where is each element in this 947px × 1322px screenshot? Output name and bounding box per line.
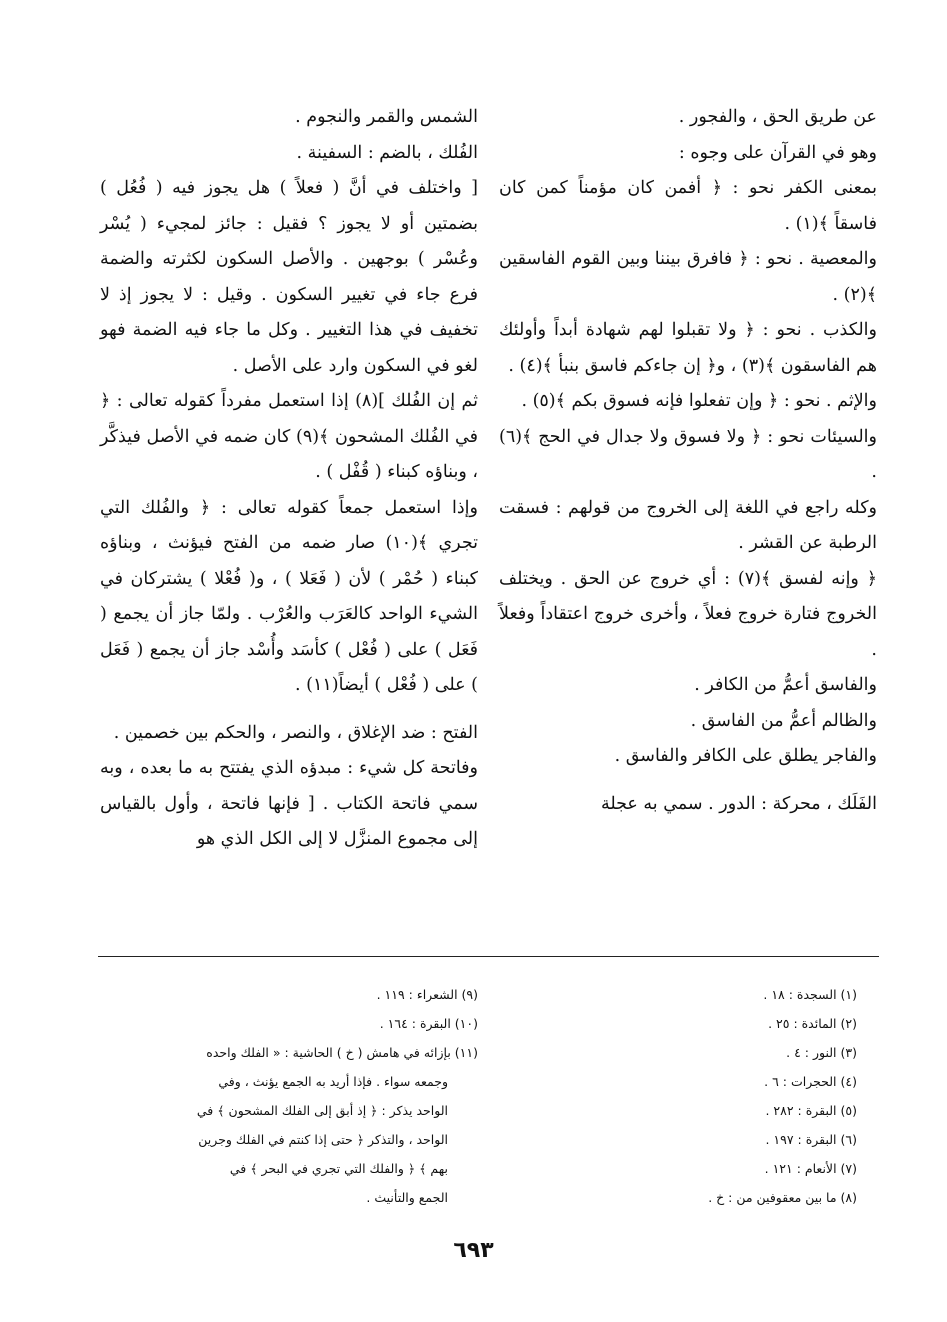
footnote: (١١) بإزائه في هامش ( خ ) الحاشية : « الفلك واحده	[206, 1045, 478, 1060]
footnote: (٧) الأنعام : ١٢١ .	[764, 1161, 857, 1176]
paragraph: وإذا استعمل جمعاً كقوله تعالى : ﴿ والفُلك التي تجري ﴾(١٠) صار ضمه من الفتح فيؤنث ، وبناؤه كبناء ( حُمْر ) لأن ( فَعَلا ) ، و( فُعْلا ) يشتركان في الشيء الواحد كالعَرَب والعُرْب . ولمّا جاز أن يجمع ( فَعَل ) على ( فُعْل ) كأسَد وأُسْد جاز أن يجمع ( فَعَل ) على ( فُعْل ) أيضاً(١١) .	[100, 497, 479, 695]
footnote: (٨) ما بين معقوفين من : خ .	[708, 1190, 857, 1205]
footnote: (١٠) البقرة : ١٦٤ .	[379, 1016, 478, 1031]
paragraph: ﴿ وإنه لفسق ﴾(٧) : أي خروج عن الحق . ويختلف الخروج فتارة خروج فعلاً ، وأخرى خروج اعتقاداً وفعلاً .	[499, 568, 877, 660]
footnote: (١) السجدة : ١٨ .	[763, 987, 857, 1002]
paragraph: والإثم . نحو : ﴿ وإن تفعلوا فإنه فسوق بكم ﴾(٥) .	[521, 391, 877, 411]
footnotes-right	[479, 980, 857, 1212]
paragraph: الفُلك ، بالضم : السفينة .	[296, 142, 478, 163]
footnote-continuation: الواحد ، والتذكر ﴿ حتى إذا كنتم في الفلك وجرين	[198, 1132, 448, 1147]
paragraph: وفاتحة كل شيء : مبدؤه الذي يفتتح به ما بعده ، وبه سمي فاتحة الكتاب . [ فإنها فاتحة ، وأول بالقياس إلى مجموع المنزَّل لا إلى الكل الذي هو	[100, 758, 478, 849]
paragraph: والكذب . نحو : ﴿ ولا تقبلوا لهم شهادة أبداً وأولئك هم الفاسقون ﴾(٣) ، و﴿ إن جاءكم فاسق بنبأ ﴾(٤) .	[499, 320, 877, 376]
footnote-continuation: بهم ﴾ ﴿ والفلك التي تجري في البحر ﴾ في	[229, 1161, 448, 1176]
page-number: ٦٩٣	[453, 1238, 494, 1263]
paragraph: والسيئات نحو : ﴿ ولا فسوق ولا جدال في الحج ﴾(٦) .	[499, 426, 877, 482]
right-text-column	[499, 100, 877, 822]
paragraph: الفتح : ضد الإغلاق ، والنصر ، والحكم بين خصمين .	[113, 722, 478, 743]
footnote: (٢) المائدة : ٢٥ .	[768, 1016, 857, 1031]
paragraph: والظالم أعمُّ من الفاسق .	[690, 710, 877, 731]
footnotes-left	[100, 980, 478, 1212]
footnote: (٩) الشعراء : ١١٩ .	[376, 987, 478, 1002]
footnote: (٣) النور : ٤ .	[786, 1045, 857, 1060]
paragraph: وكله راجع في اللغة إلى الخروج من قولهم : فسقت الرطبة عن القشر .	[499, 497, 877, 553]
footnote: (٤) الحجرات : ٦ .	[764, 1074, 857, 1089]
footnote-continuation: وجمعه سواء . فإذا أريد به الجمع يؤنث ، وفي	[218, 1074, 448, 1089]
footnote: (٥) البقرة : ٢٨٢ .	[765, 1103, 857, 1118]
paragraph: الفَلَك ، محركة : الدور . سمي به عجلة	[600, 793, 877, 814]
paragraph: والفاسق أعمُّ من الكافر .	[694, 675, 877, 695]
paragraph: والمعصية . نحو : ﴿ فافرق بيننا وبين القوم الفاسقين ﴾(٢) .	[499, 249, 877, 305]
paragraph: وهو في القرآن على وجوه :	[678, 142, 877, 163]
left-text-column	[100, 100, 478, 858]
footnote-continuation: الجمع والتأنيث .	[366, 1190, 448, 1205]
paragraph: ثم إن الفُلك ](٨) إذا استعمل مفرداً كقوله تعالى : ﴿ في الفُلك المشحون ﴾(٩) كان ضمه في الأصل فيذكَّر ، وبناؤه كبناء ( قُفْل ) .	[100, 391, 479, 482]
paragraph: الشمس والقمر والنجوم .	[295, 107, 478, 127]
paragraph: عن طريق الحق ، والفجور .	[678, 107, 877, 127]
footnote-separator	[98, 956, 879, 957]
paragraph: والفاجر يطلق على الكافر والفاسق .	[614, 746, 877, 766]
paragraph: بمعنى الكفر نحو : ﴿ أفمن كان مؤمناً كمن كان فاسقاً ﴾(١) .	[499, 178, 877, 234]
footnote-continuation: الواحد يذكر : ﴿ إذ أبق إلى الفلك المشحون ﴾ في	[196, 1103, 448, 1118]
paragraph: [ واختلف في أنَّ ( فعلاً ) هل يجوز فيه ( فُعُل ) بضمتين أو لا يجوز ؟ فقيل : جائز لمجيء ( يُسْر وعُسْر ) بوجهين . والأصل السكون لكثرته والضمة فرع جاء في تغيير السكون . وقيل : لا يجوز إذ لا تخفيف في هذا التغيير . وكل ما جاء فيه الضمة فهو لغو في السكون وارد على الأصل .	[100, 178, 478, 376]
footnote: (٦) البقرة : ١٩٧ .	[765, 1132, 857, 1147]
